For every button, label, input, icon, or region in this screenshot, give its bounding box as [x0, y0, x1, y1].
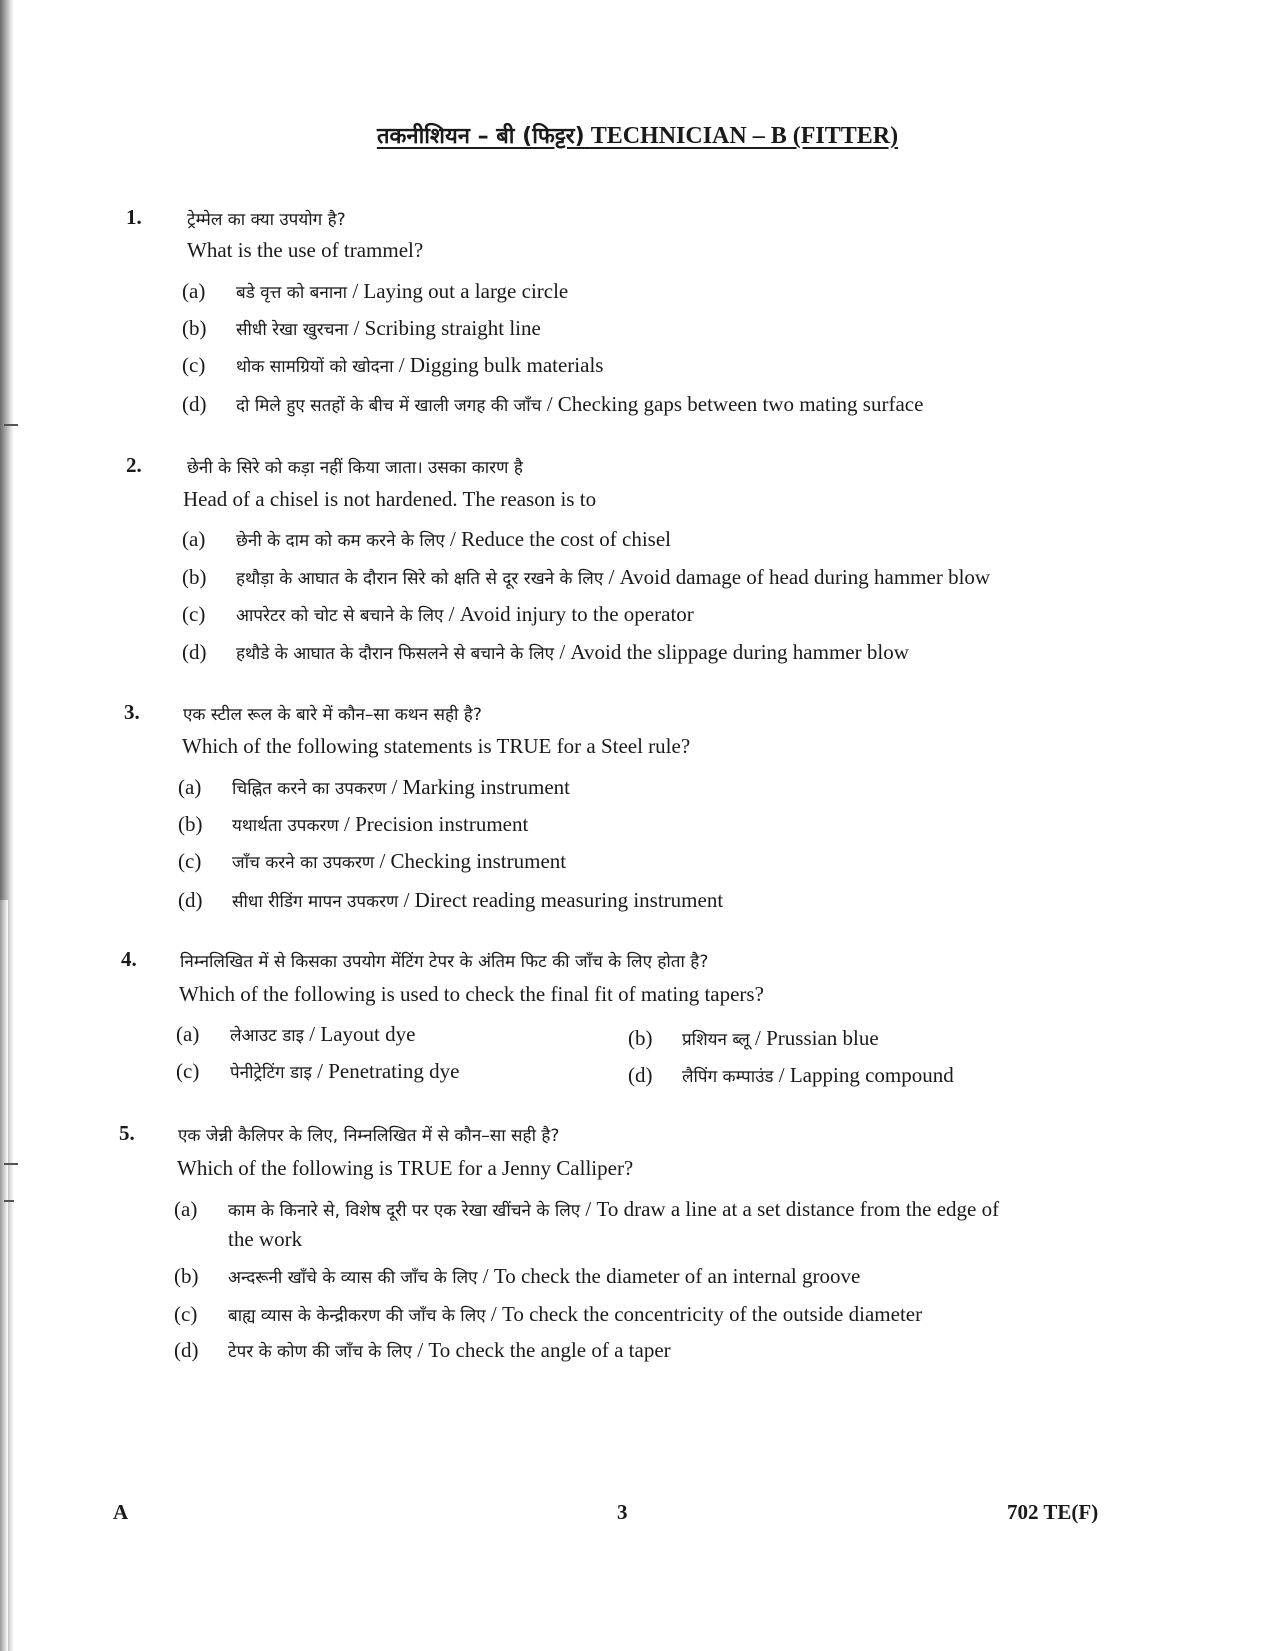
option-label: (a) — [182, 527, 206, 551]
option-text-hindi: जाँच करने का उपकरण — [232, 853, 375, 873]
option-text-english: / Digging bulk materials — [398, 353, 604, 377]
question-text-english: What is the use of trammel? — [187, 238, 424, 262]
option-d[interactable] — [178, 888, 723, 913]
question-text-hindi: एक जेन्नी कैलिपर के लिए, निम्नलिखित में से कौन–सा सही है? — [178, 1126, 560, 1146]
footer-page-number: 3 — [617, 1500, 628, 1524]
question-number: 1. — [126, 205, 142, 229]
question-text-hindi: एक स्टील रूल के बारे में कौन–सा कथन सही है? — [183, 705, 482, 725]
question-text-hindi: निम्नलिखित में से किसका उपयोग मेंटिंग टेपर के अंतिम फिट की जाँच के लिए होता है? — [180, 952, 709, 972]
option-text-english: / Laying out a large circle — [352, 279, 569, 303]
option-b[interactable] — [178, 812, 528, 837]
option-b[interactable] — [628, 1026, 879, 1051]
option-text-hindi: थोक सामग्रियों को खोदना — [236, 357, 394, 377]
scan-mark — [4, 1200, 14, 1202]
option-c[interactable] — [174, 1302, 922, 1327]
page-title-english: TECHNICIAN – B (FITTER) — [590, 123, 899, 149]
option-label: (b) — [178, 812, 203, 836]
option-label: (b) — [628, 1026, 653, 1050]
option-text-hindi: सीधी रेखा खुरचना — [236, 320, 349, 340]
option-label: (d) — [178, 888, 203, 912]
option-text-english: / Marking instrument — [391, 775, 570, 799]
option-text-english: / Penetrating dye — [317, 1059, 460, 1083]
option-label: (c) — [176, 1059, 200, 1083]
option-label: (d) — [182, 392, 207, 416]
option-text-hindi: दो मिले हुए सतहों के बीच में खाली जगह की जाँच — [236, 396, 542, 416]
option-label: (b) — [182, 565, 207, 589]
option-text-hindi: लेआउट डाइ — [230, 1026, 305, 1046]
option-text-english: / Avoid the slippage during hammer blow — [559, 640, 909, 664]
option-a[interactable] — [174, 1197, 999, 1222]
option-a[interactable] — [182, 527, 671, 552]
option-text-hindi: चिह्नित करने का उपकरण — [232, 779, 387, 799]
question-text-hindi: ट्रेम्मेल का क्या उपयोग है? — [187, 210, 346, 230]
option-text-hindi: काम के किनारे से, विशेष दूरी पर एक रेखा खींचने के लिए — [228, 1201, 581, 1221]
option-label: (a) — [174, 1197, 198, 1221]
option-c[interactable] — [182, 602, 694, 627]
option-b[interactable] — [182, 316, 541, 341]
option-d[interactable] — [174, 1338, 671, 1363]
scan-mark — [4, 424, 18, 426]
option-a[interactable] — [176, 1022, 415, 1047]
option-text-hindi: प्रशियन ब्लू — [682, 1030, 750, 1050]
option-text-hindi: टेपर के कोण की जाँच के लिए — [228, 1342, 413, 1362]
option-text-hindi: सीधा रीडिंग मापन उपकरण — [232, 892, 399, 912]
question-text-english: Which of the following is TRUE for a Jenny Calliper? — [177, 1156, 634, 1180]
option-label: (d) — [182, 640, 207, 664]
option-text-hindi: बाह्य व्यास के केन्द्रीकरण की जाँच के लिए — [228, 1306, 486, 1326]
option-label: (b) — [182, 316, 207, 340]
page-title — [0, 120, 1275, 150]
option-text-english: / Checking instrument — [379, 849, 567, 873]
option-text-hindi: पेनीट्रेटिंग डाइ — [230, 1063, 312, 1083]
option-text-hindi: हथौडे के आघात के दौरान फिसलने से बचाने के लिए — [236, 644, 555, 664]
option-label: (a) — [182, 279, 206, 303]
option-text-english: / To check the concentricity of the outside diameter — [490, 1302, 923, 1326]
option-text-english: / Lapping compound — [778, 1063, 954, 1087]
option-text-english: / Scribing straight line — [353, 316, 541, 340]
option-text-english: / Avoid damage of head during hammer blow — [608, 565, 991, 589]
option-a[interactable] — [178, 775, 570, 800]
option-label: (c) — [178, 849, 202, 873]
option-label: (a) — [176, 1022, 200, 1046]
question-text-english: Which of the following is used to check the final fit of mating tapers? — [179, 982, 764, 1006]
question-number: 4. — [121, 947, 137, 971]
question-number: 3. — [124, 700, 140, 724]
option-text-english: / Reduce the cost of chisel — [450, 527, 672, 551]
option-d[interactable] — [182, 392, 923, 417]
option-b[interactable] — [174, 1264, 860, 1289]
option-label: (c) — [174, 1302, 198, 1326]
scan-edge-shadow-lower — [0, 900, 8, 1651]
option-text-english: / Checking gaps between two mating surface — [546, 392, 924, 416]
option-label: (b) — [174, 1264, 199, 1288]
footer-set-label: A — [113, 1500, 129, 1524]
option-c[interactable] — [178, 849, 566, 874]
footer-paper-code: 702 TE(F) — [1007, 1500, 1099, 1524]
option-text-hindi: लैपिंग कम्पाउंड — [682, 1067, 774, 1087]
page-title-hindi: तकनीशियन – बी (फिट्टर) — [376, 124, 585, 149]
option-text-english: / To check the diameter of an internal groove — [482, 1264, 861, 1288]
option-label: (c) — [182, 602, 206, 626]
option-text-hindi: आपरेटर को चोट से बचाने के लिए — [236, 606, 444, 626]
question-text-english: Head of a chisel is not hardened. The reason is to — [183, 487, 597, 511]
option-label: (a) — [178, 775, 202, 799]
option-text-english: / Prussian blue — [755, 1026, 879, 1050]
option-text-english: / To draw a line at a set distance from the edge of — [585, 1197, 1000, 1221]
option-text-english: / Layout dye — [309, 1022, 416, 1046]
option-b[interactable] — [182, 565, 990, 590]
option-text-hindi: यथार्थता उपकरण — [232, 816, 339, 836]
option-label: (c) — [182, 353, 206, 377]
option-d[interactable] — [628, 1063, 954, 1088]
option-text-english: / Precision instrument — [344, 812, 529, 836]
option-c[interactable] — [182, 353, 603, 378]
option-text-english: / To check the angle of a taper — [417, 1338, 671, 1362]
option-text-english: / Avoid injury to the operator — [448, 602, 694, 626]
option-label: (d) — [628, 1063, 653, 1087]
option-a[interactable] — [182, 279, 568, 304]
question-number: 5. — [119, 1121, 135, 1145]
option-text-hindi: छेनी के दाम को कम करने के लिए — [236, 531, 445, 551]
question-text-english: Which of the following statements is TRUE for a Steel rule? — [182, 734, 691, 758]
option-d[interactable] — [182, 640, 909, 665]
option-text-hindi: बडे वृत्त को बनाना — [236, 283, 348, 303]
option-text-hindi: अन्दरूनी खाँचे के व्यास की जाँच के लिए — [228, 1268, 478, 1288]
option-a-continuation: the work — [228, 1227, 303, 1251]
question-text-hindi: छेनी के सिरे को कड़ा नहीं किया जाता। उसका कारण है — [187, 458, 523, 478]
option-c[interactable] — [176, 1059, 459, 1084]
option-text-hindi: हथौड़ा के आघात के दौरान सिरे को क्षति से दूर रखने के लिए — [236, 569, 604, 589]
option-label: (d) — [174, 1338, 199, 1362]
question-number: 2. — [126, 453, 142, 477]
scan-mark — [4, 1163, 18, 1165]
option-text-english: / Direct reading measuring instrument — [403, 888, 724, 912]
